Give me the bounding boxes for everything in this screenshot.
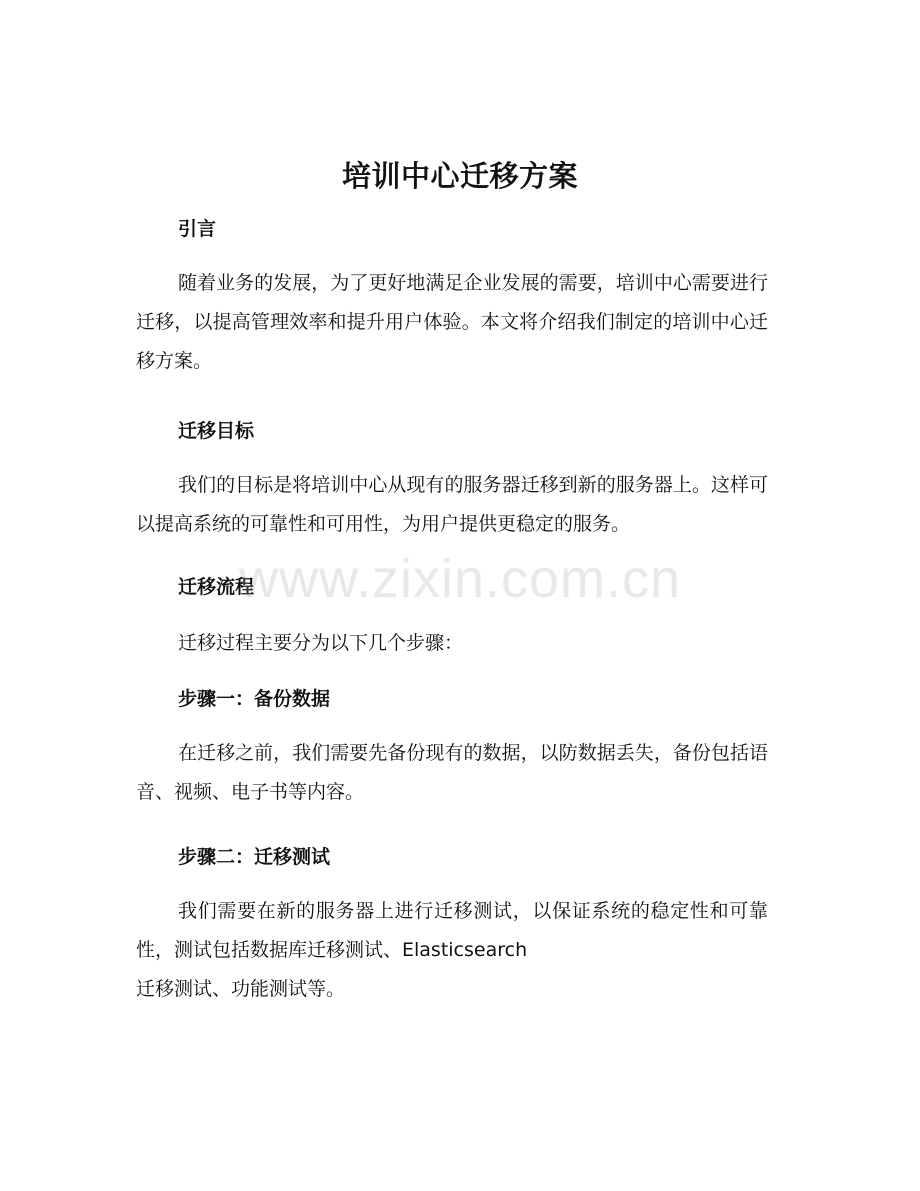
watermark: www.zixin.com.cn <box>238 549 682 609</box>
paragraph: 迁移过程主要分为以下几个步骤： <box>178 632 464 654</box>
section-heading: 迁移流程 <box>178 576 255 598</box>
section-step2-body <box>136 892 768 1009</box>
document-title: 培训中心迁移方案 <box>341 159 578 193</box>
section-goal-heading <box>136 416 768 446</box>
section-step1-body <box>136 734 768 812</box>
section-heading: 步骤一：备份数据 <box>178 688 331 710</box>
paragraph: 随着业务的发展，为了更好地满足企业发展的需要，培训中心需要进行迁移，以提高管理效率和提升用户体验。本文将介绍我们制定的培训中心迁移方案。 <box>136 272 768 372</box>
section-intro-heading <box>136 214 768 244</box>
section-step1-heading <box>136 684 768 714</box>
section-process-heading <box>136 572 768 602</box>
section-goal-body <box>136 466 768 544</box>
paragraph-line: 我们需要在新的服务器上进行迁移测试，以保证系统的稳定性和可靠性，测试包括数据库迁移测试、Elasticsearch <box>136 900 768 961</box>
paragraph: 在迁移之前，我们需要先备份现有的数据，以防数据丢失，备份包括语音、视频、电子书等内容。 <box>136 742 768 803</box>
section-heading: 迁移目标 <box>178 420 255 442</box>
paragraph: 我们的目标是将培训中心从现有的服务器迁移到新的服务器上。这样可以提高系统的可靠性和可用性，为用户提供更稳定的服务。 <box>136 474 768 535</box>
section-process-body <box>136 624 768 663</box>
section-step2-heading <box>136 842 768 872</box>
section-heading: 步骤二：迁移测试 <box>178 846 331 868</box>
paragraph <box>136 892 768 1009</box>
paragraph-line: 迁移测试、功能测试等。 <box>136 978 346 1000</box>
section-intro-body <box>136 264 768 381</box>
section-heading: 引言 <box>178 218 217 240</box>
